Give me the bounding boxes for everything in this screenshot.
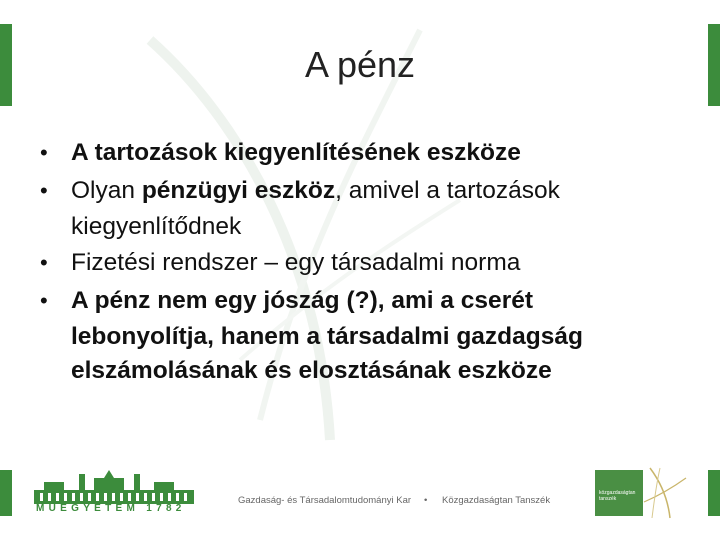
bullet-marker: • (40, 250, 48, 275)
bullet-item-3 (38, 244, 678, 282)
department-logo-swoosh (640, 466, 690, 520)
bullet-text: Fizetési rendszer – egy társadalmi norma (71, 249, 521, 276)
bullet-continuation: kiegyenlítődnek (71, 213, 242, 240)
bullet-text: Olyan (71, 177, 142, 204)
slide-title: A pénz (304, 44, 416, 85)
bullet-item-4 (38, 282, 678, 388)
bullet-marker: • (40, 178, 48, 203)
footer-separator: • (424, 495, 428, 506)
department-logo-text: közgazdaságtan tanszék (599, 490, 636, 502)
bullet-marker: • (40, 140, 48, 165)
bullet-text: , amivel a tartozások (335, 177, 560, 204)
university-caption: MŰEGYETEM 1782 (36, 503, 186, 514)
bullet-item-2 (38, 172, 678, 244)
bullet-text: A pénz nem egy jószág (?), ami a cserét (71, 287, 534, 314)
bullet-marker: • (40, 288, 48, 313)
bullet-list (38, 134, 678, 388)
bullet-continuation: elszámolásának és elosztásának eszköze (71, 357, 552, 384)
faculty-name: Gazdaság- és Társadalomtudományi Kar (238, 495, 412, 506)
bullet-text: A tartozások kiegyenlítésének eszköze (71, 139, 521, 166)
bullet-continuation: lebonyolítja, hanem a társadalmi gazdagság (71, 323, 583, 350)
department-name: Közgazdaságtan Tanszék (442, 495, 551, 506)
department-logo (595, 470, 643, 516)
bullet-item-1 (38, 134, 678, 172)
bullet-text-bold: pénzügyi eszköz (141, 177, 336, 204)
